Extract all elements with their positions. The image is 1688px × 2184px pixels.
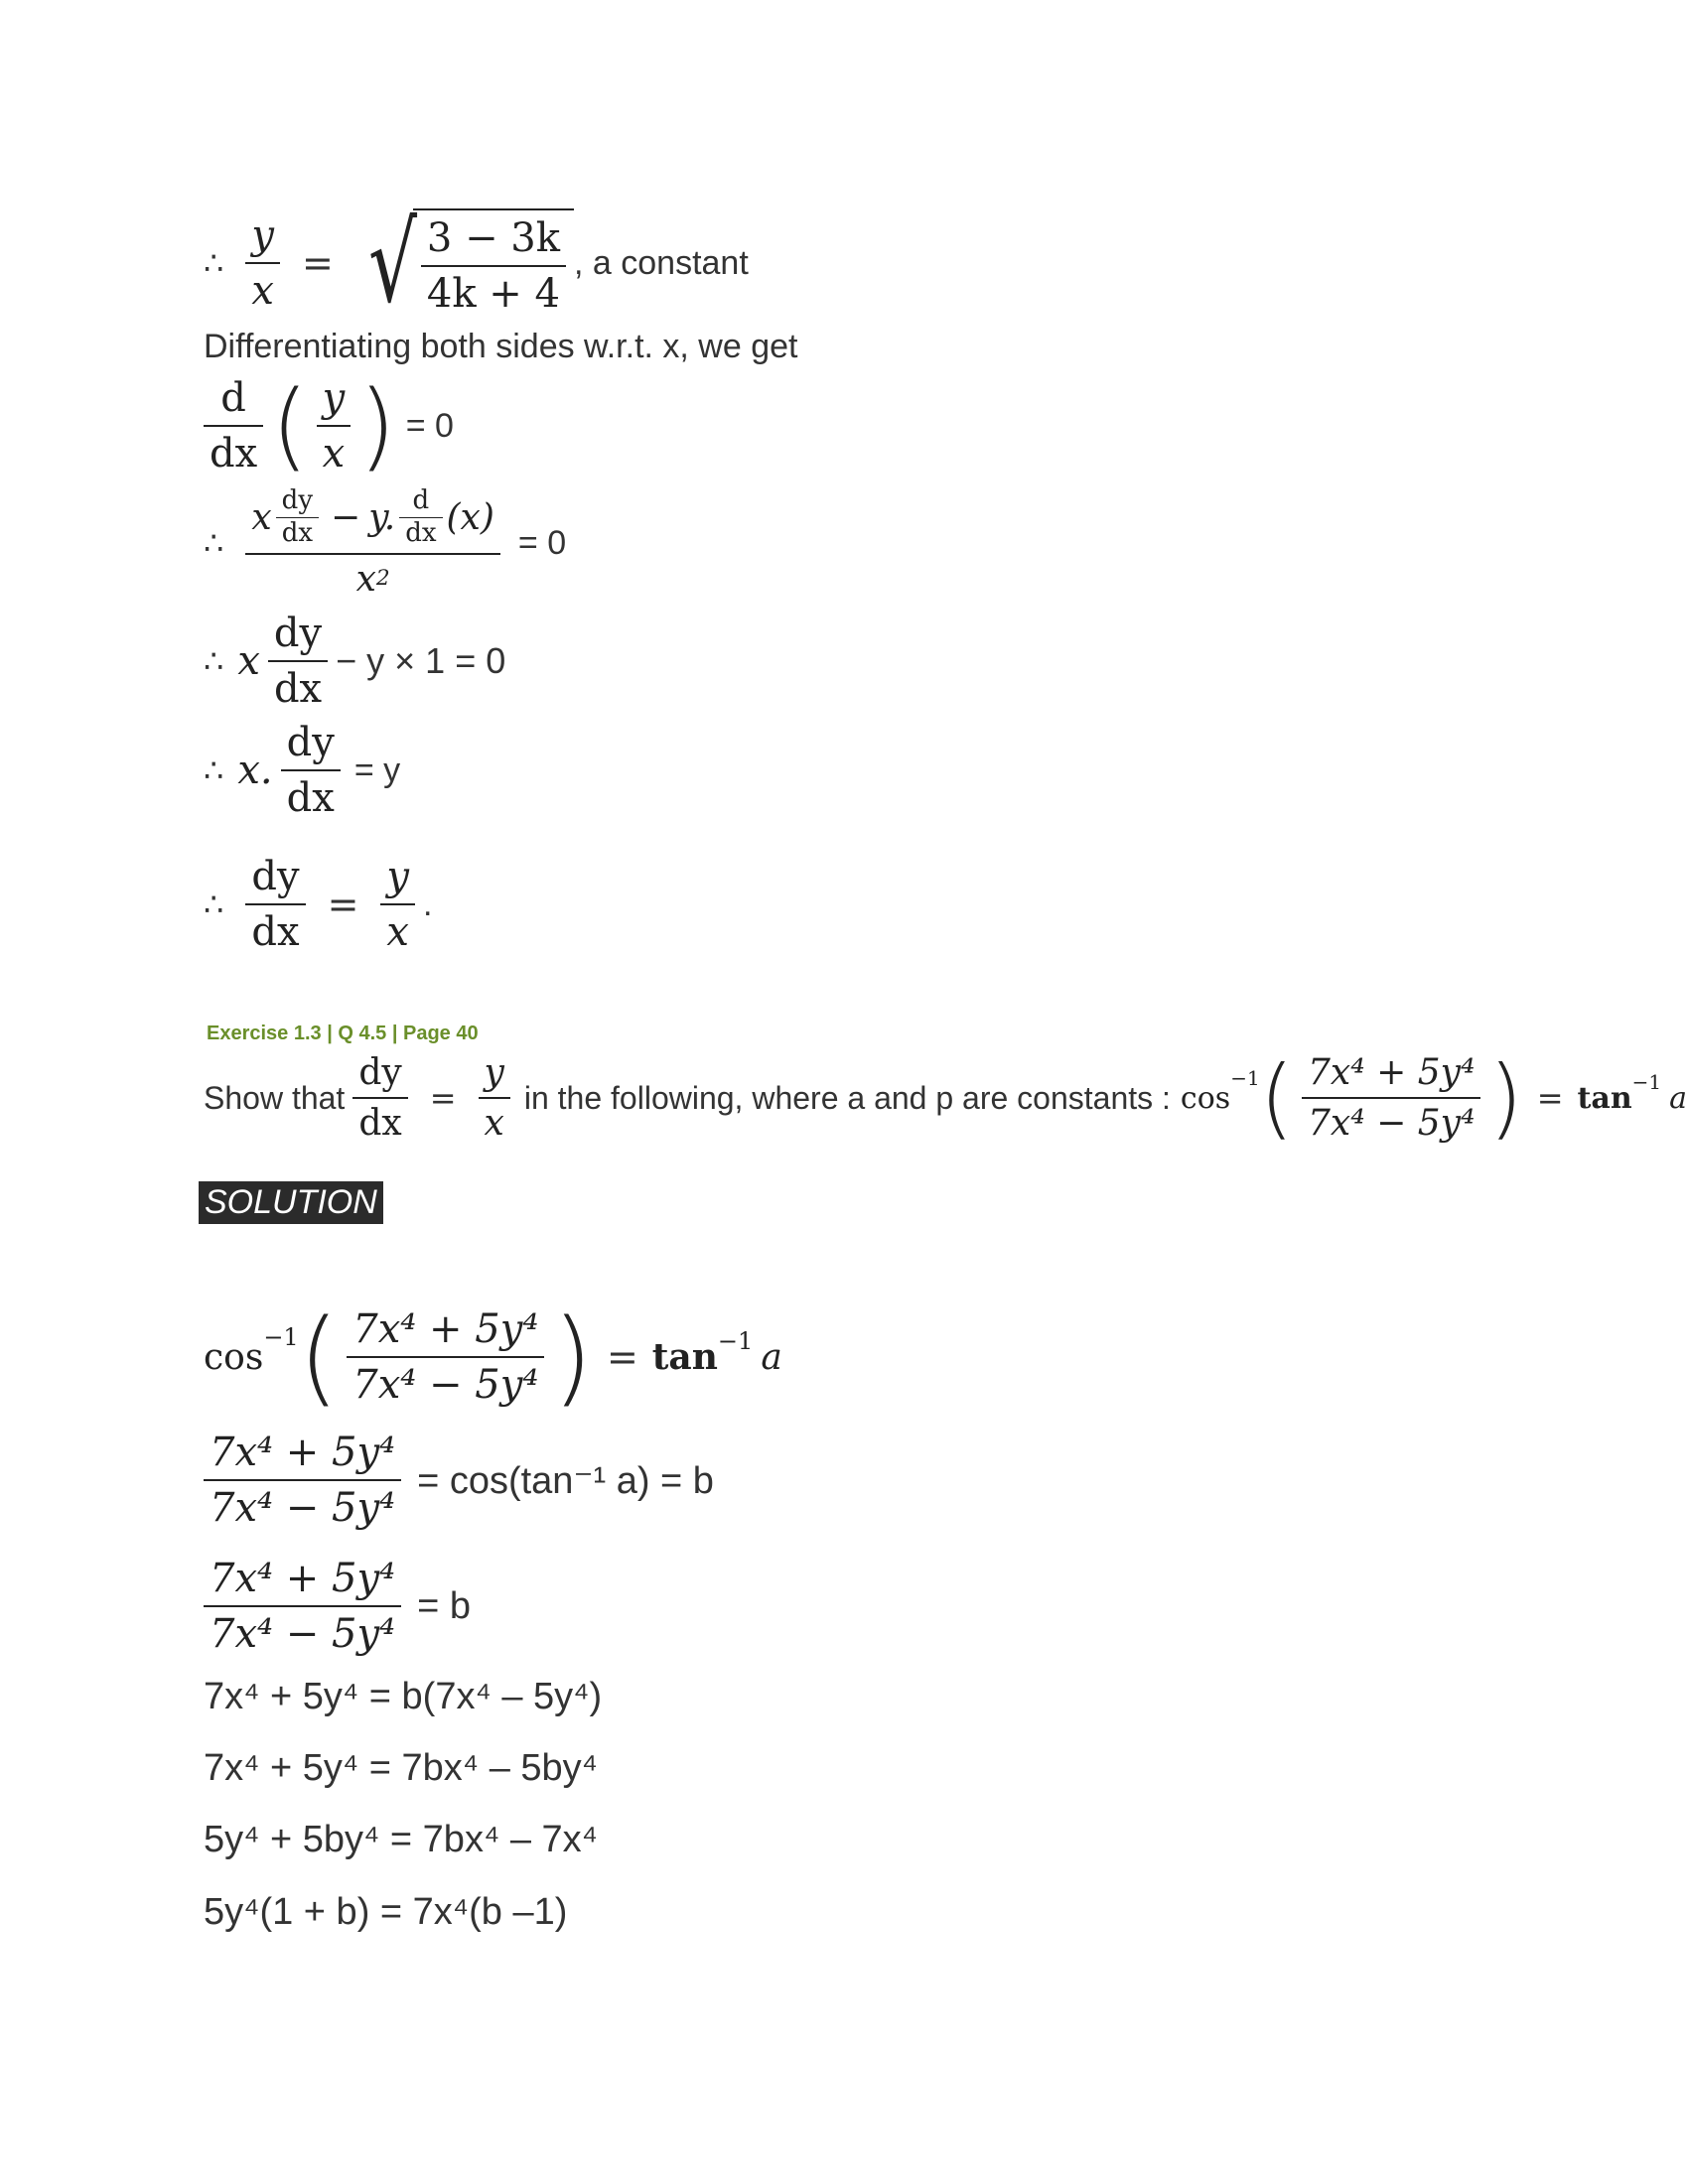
denominator: 7x⁴ − 5y⁴ (352, 1362, 539, 1408)
rhs: − y × 1 = 0 (336, 640, 506, 681)
denominator: x (251, 268, 274, 314)
rhs: = 0 (405, 406, 454, 445)
solution-badge: SOLUTION (199, 1181, 383, 1224)
fraction-y-over-x (317, 375, 352, 477)
question-line: Show that $\frac{dy}{dx}$ = $\frac{y}{x}$ in the following, where a and p are constants : cos −1 ( $\frac{\text{7x⁴ + 5y⁴}}{\text{7x⁴ − 5y⁴}}$ ) = tan −1 a (204, 1046, 1688, 1150)
numerator: y (484, 1052, 504, 1093)
denominator: 4k + 4 (426, 271, 560, 317)
numerator: 7x⁴ + 5y⁴ (210, 1430, 396, 1475)
denominator: x (484, 1103, 504, 1145)
square-root (348, 200, 574, 327)
numerator: x $\frac{dy}{dx}$ − y. $\frac{d}{dx}$ (x) (251, 485, 494, 548)
numerator: 3 − 3k (426, 215, 560, 261)
denominator: dx (358, 1103, 402, 1145)
rhs: = cos(tan⁻¹ a) = b (417, 1459, 714, 1502)
eq-x-dydx-minus-y: ∴ x $\frac{dy}{dx}$ − y × 1 = 0 (204, 611, 506, 712)
sol-eq-5: 7x⁴ + 5y⁴ = 7bx⁴ – 5by⁴ (204, 1747, 598, 1789)
variable-a: a (761, 1336, 782, 1378)
denominator: x (322, 431, 346, 477)
numerator: y (251, 212, 274, 258)
eq-dydx-equals-y-over-x: ∴ $\frac{dy}{dx}$ = $\frac{y}{x}$ . (204, 854, 433, 955)
fraction-quotient (245, 486, 500, 600)
numerator: 7x⁴ + 5y⁴ (1308, 1052, 1476, 1093)
sol-eq-2 (204, 1430, 714, 1531)
denominator: x (386, 909, 409, 955)
sol-eq-7: 5y⁴(1 + b) = 7x⁴(b –1) (204, 1891, 568, 1933)
rhs: = 0 (517, 523, 567, 562)
variable-a: a (1669, 1080, 1688, 1116)
fraction-y-over-x (380, 854, 415, 955)
cos-label: cos (204, 1336, 264, 1378)
eq-y-over-x-sqrt (204, 200, 749, 327)
sol-eq-4: 7x⁴ + 5y⁴ = b(7x⁴ – 5y⁴) (204, 1676, 603, 1717)
equals-sign: = (301, 241, 334, 285)
constant-note: , a constant (574, 243, 749, 282)
fraction-y-over-x (245, 212, 280, 314)
numerator: dy (358, 1052, 402, 1093)
denominator: 7x⁴ − 5y⁴ (210, 1485, 396, 1531)
therefore-symbol: ∴ (204, 244, 224, 282)
sol-eq-3 (204, 1556, 471, 1657)
rhs: = y (353, 751, 401, 789)
numerator: y (386, 854, 410, 899)
question-text-middle: in the following, where a and p are constants : (523, 1079, 1171, 1116)
denominator: 7x⁴ − 5y⁴ (1308, 1103, 1476, 1145)
left-paren: ( (271, 370, 309, 481)
eq-derivative-y-over-x (204, 370, 454, 481)
question-text-start: Show that (204, 1079, 346, 1116)
sol-eq-6: 5y⁴ + 5by⁴ = 7bx⁴ – 7x⁴ (204, 1819, 598, 1860)
denominator: dx (210, 431, 258, 477)
fraction-k (421, 215, 566, 317)
tan-label: tan (651, 1336, 718, 1378)
fraction-d-dx (204, 375, 263, 477)
numerator: 7x⁴ + 5y⁴ (352, 1306, 539, 1352)
radical-icon: √ (367, 200, 417, 327)
exercise-label: Exercise 1.3 | Q 4.5 | Page 40 (207, 1023, 479, 1044)
numerator: 7x⁴ + 5y⁴ (210, 1556, 396, 1601)
right-paren: ) (358, 370, 396, 481)
sol-eq-1: cos −1 ( $\frac{\text{7x⁴ + 5y⁴}}{\text{7x⁴ − 5y⁴}}$ ) = tan −1 a (204, 1297, 782, 1418)
numerator: y (322, 375, 346, 421)
denominator: x 2 (355, 558, 390, 600)
rhs: = b (417, 1584, 471, 1627)
eq-x-dydx-equals-y: ∴ x. $\frac{dy}{dx}$ = y (204, 720, 401, 821)
cos-label: cos (1180, 1080, 1231, 1116)
tan-label: tan (1577, 1080, 1632, 1116)
denominator: 7x⁴ − 5y⁴ (210, 1611, 396, 1657)
numerator: d (220, 375, 246, 421)
differentiating-text: Differentiating both sides w.r.t. x, we get (204, 328, 798, 365)
eq-quotient-rule: ∴ x $\frac{dy}{dx}$ − y. $\frac{d}{dx}$ (x) x 2 = 0 (204, 485, 567, 600)
